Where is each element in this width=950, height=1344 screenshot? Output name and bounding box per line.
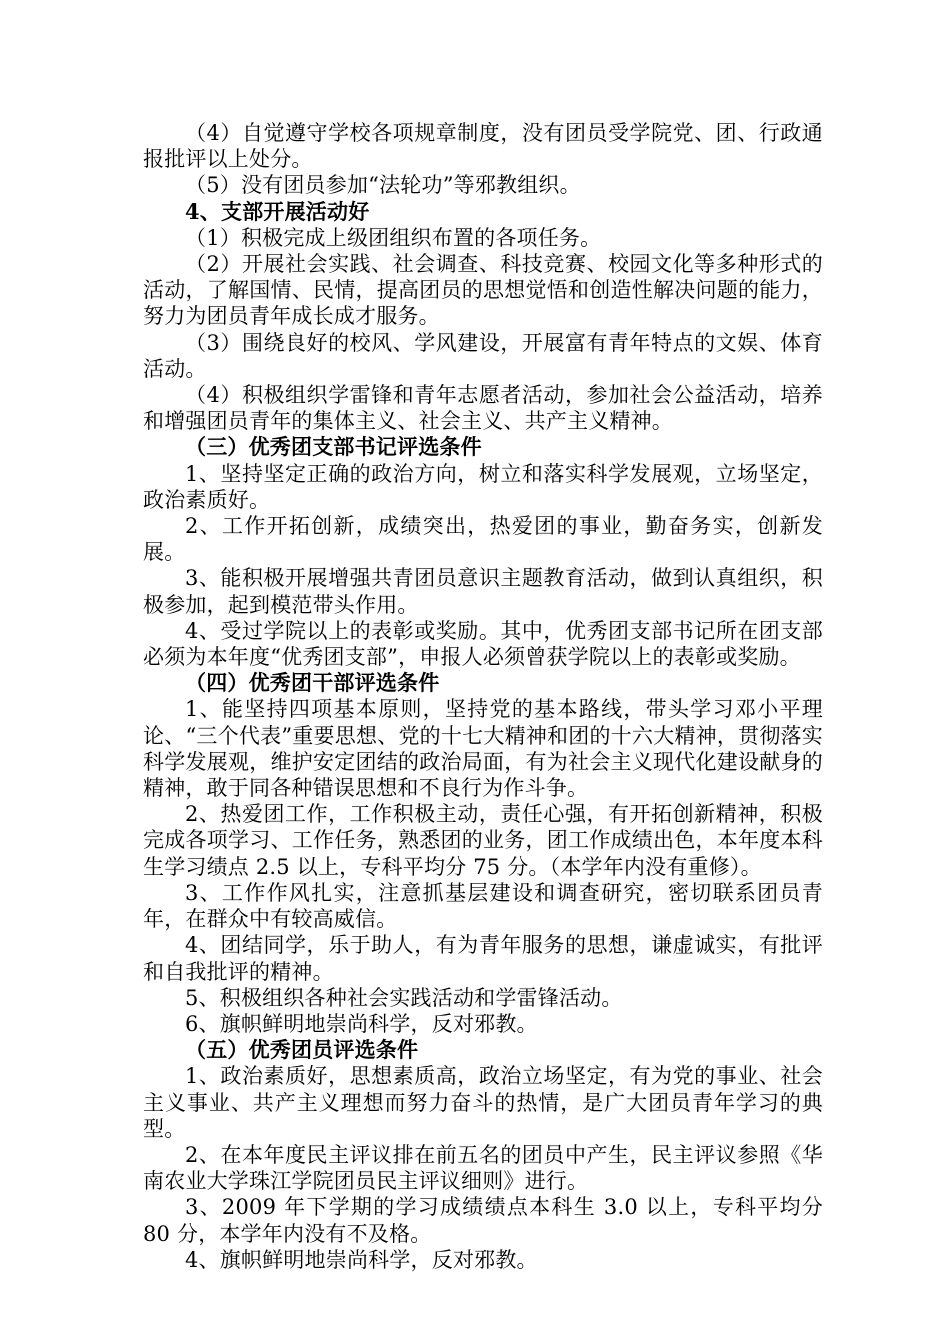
paragraph-activity-3: （3）围绕良好的校风、学风建设，开展富有青年特点的文娱、体育活动。 [143, 330, 823, 381]
paragraph-cadre-1: 1、能坚持四项基本原则，坚持党的基本路线，带头学习邓小平理论、“三个代表”重要思想、党的十七大精神和团的十六大精神，贯彻落实科学发展观，维护安定团结的政治局面，有为社会主义现代化建设献身的精神，敢于同各种错误思想和不良行为作斗争。 [143, 697, 823, 801]
paragraph-item-4-regulations: （4）自觉遵守学校各项规章制度，没有团员受学院党、团、行政通报批评以上处分。 [143, 121, 823, 172]
section-heading-league-member: （五）优秀团员评选条件 [185, 1037, 419, 1063]
paragraph-secretary-3: 3、能积极开展增强共青团员意识主题教育活动，做到认真组织，积极参加，起到模范带头作用。 [143, 566, 823, 617]
paragraph-activity-4: （4）积极组织学雷锋和青年志愿者活动，参加社会公益活动，培养和增强团员青年的集体主义、社会主义、共产主义精神。 [143, 383, 823, 434]
section-heading-branch-secretary: （三）优秀团支部书记评选条件 [185, 434, 482, 460]
paragraph-cadre-2: 2、热爱团工作，工作积极主动，责任心强，有开拓创新精神，积极完成各项学习、工作任务，熟悉团的业务，团工作成绩出色，本年度本科生学习绩点 2.5 以上，专科平均分 75 分。（本学年内没有重修）。 [143, 802, 823, 879]
paragraph-activity-2: （2）开展社会实践、社会调查、科技竞赛、校园文化等多种形式的活动，了解国情、民情，提高团员的思想觉悟和创造性解决问题的能力，努力为团员青年成长成才服务。 [143, 252, 823, 329]
paragraph-activity-1: （1）积极完成上级团组织布置的各项任务。 [185, 225, 602, 250]
paragraph-cadre-6: 6、旗帜鲜明地崇尚科学，反对邪教。 [185, 1011, 538, 1036]
section-heading-activities: 4、支部开展活动好 [185, 198, 370, 224]
paragraph-member-2: 2、在本年度民主评议排在前五名的团员中产生，民主评议参照《华南农业大学珠江学院团员民主评议细则》进行。 [143, 1142, 823, 1194]
paragraph-secretary-1: 1、坚持坚定正确的政治方向，树立和落实科学发展观，立场坚定，政治素质好。 [143, 461, 823, 512]
paragraph-cadre-5: 5、积极组织各种社会实践活动和学雷锋活动。 [185, 985, 623, 1010]
paragraph-item-5-no-cult: （5）没有团员参加“法轮功”等邪教组织。 [185, 173, 581, 198]
paragraph-cadre-4: 4、团结同学，乐于助人，有为青年服务的思想，谦虚诚实，有批评和自我批评的精神。 [143, 933, 823, 984]
paragraph-member-1: 1、政治素质好，思想素质高，政治立场坚定，有为党的事业、社会主义事业、共产主义理想而努力奋斗的热情，是广大团员青年学习的典型。 [143, 1064, 823, 1141]
paragraph-secretary-2: 2、工作开拓创新，成绩突出，热爱团的事业，勤奋务实，创新发展。 [143, 514, 823, 565]
paragraph-secretary-4: 4、受过学院以上的表彰或奖励。其中，优秀团支部书记所在团支部必须为本年度“优秀团支部”，申报人必须曾获学院以上的表彰或奖励。 [143, 618, 823, 670]
document-body [143, 120, 823, 1273]
paragraph-member-4: 4、旗帜鲜明地崇尚科学，反对邪教。 [185, 1247, 538, 1272]
paragraph-member-3: 3、2009 年下学期的学习成绩绩点本科生 3.0 以上，专科平均分 80 分，本学年内没有不及格。 [143, 1195, 823, 1246]
paragraph-cadre-3: 3、工作作风扎实，注意抓基层建设和调查研究，密切联系团员青年，在群众中有较高威信。 [143, 880, 823, 932]
section-heading-league-cadre: （四）优秀团干部评选条件 [185, 670, 440, 696]
